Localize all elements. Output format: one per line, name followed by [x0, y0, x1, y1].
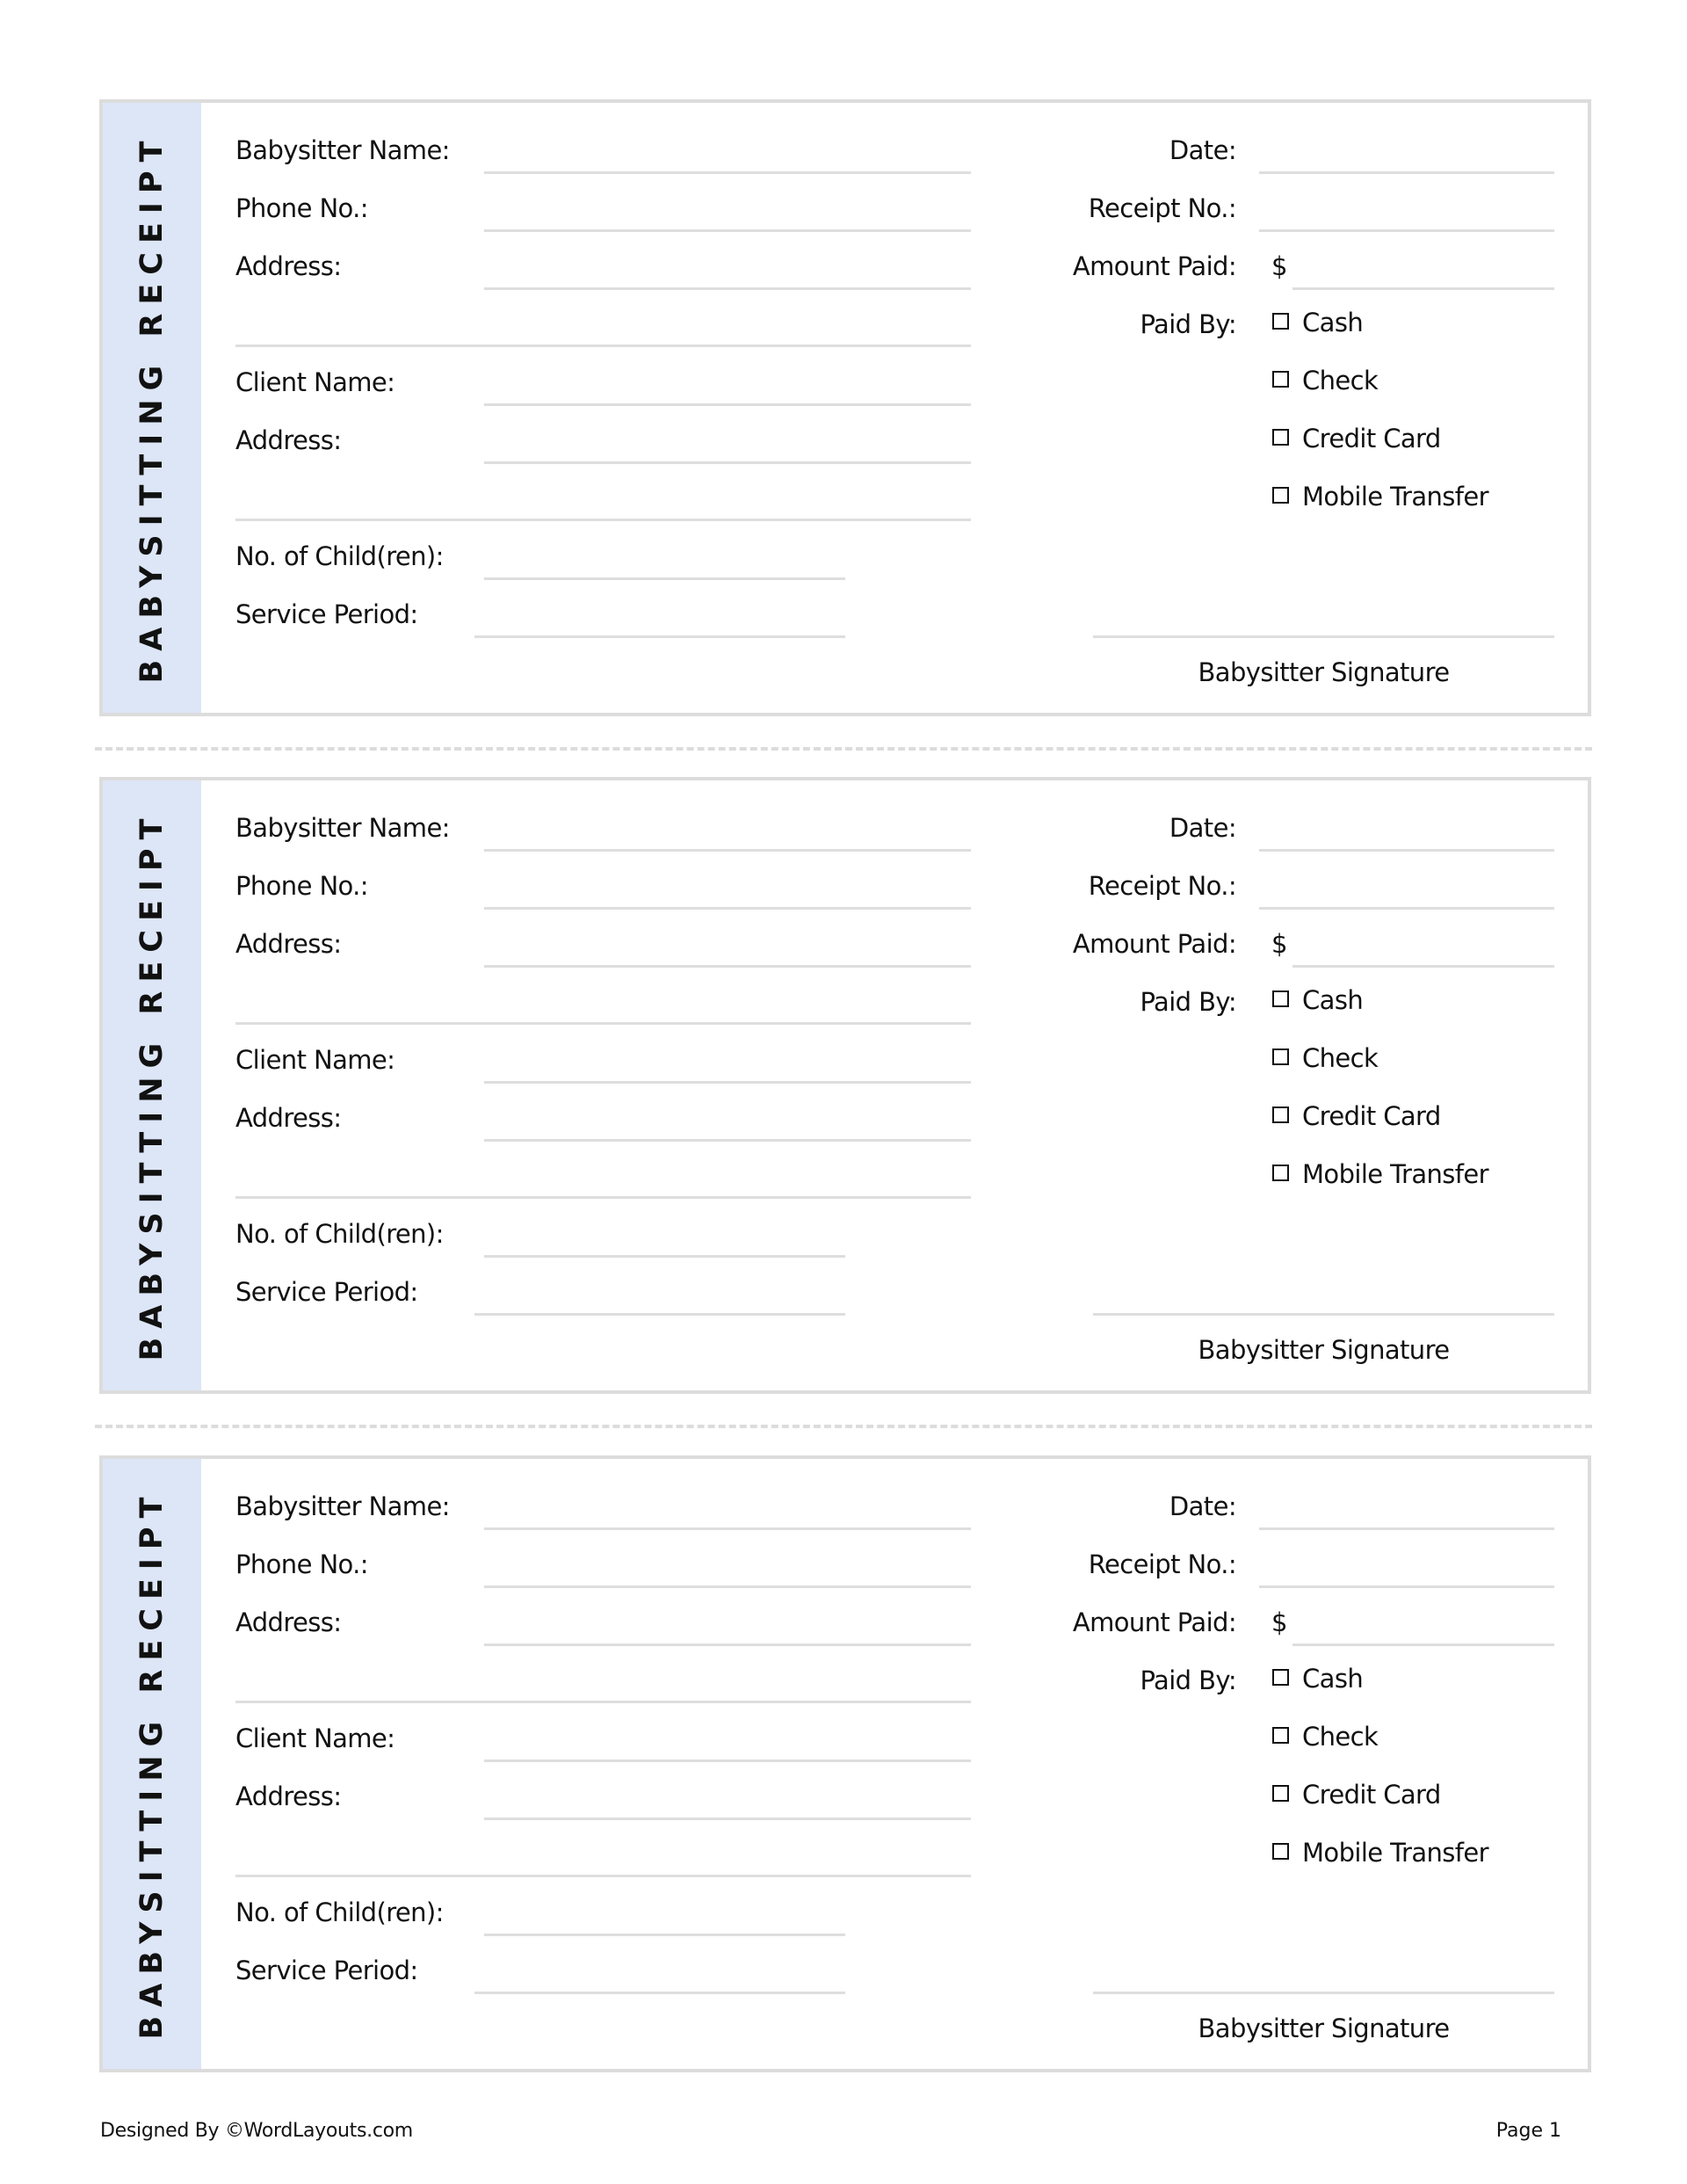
children-label: No. of Child(ren): — [235, 1219, 444, 1249]
checkbox-icon[interactable] — [1272, 1727, 1289, 1744]
babysitter-address-line2-rule — [235, 1701, 971, 1703]
date-field[interactable] — [1259, 1494, 1554, 1529]
paid-by-option-label: Mobile Transfer — [1302, 1159, 1488, 1189]
children-field[interactable] — [484, 544, 845, 579]
phone-field[interactable] — [484, 1552, 971, 1587]
client-address-line2-field[interactable] — [235, 1841, 971, 1876]
paid-by-option-label: Cash — [1302, 308, 1364, 337]
paid-by-label: Paid By: — [1140, 1665, 1236, 1695]
client-address-field[interactable] — [484, 428, 971, 463]
phone-rule — [484, 907, 971, 910]
signature-label: Babysitter Signature — [1198, 2013, 1450, 2043]
paid-by-label: Paid By: — [1140, 309, 1236, 339]
babysitter-name-field[interactable] — [484, 138, 971, 173]
signature-label: Babysitter Signature — [1198, 1335, 1450, 1365]
babysitter-address-field[interactable] — [484, 932, 971, 967]
phone-rule — [484, 229, 971, 232]
paid-by-option-label: Cash — [1302, 1664, 1364, 1694]
page-number: Page 1 — [1495, 2120, 1561, 2142]
client-address-label: Address: — [235, 1781, 342, 1811]
receipt-no-label: Receipt No.: — [1088, 193, 1236, 223]
children-rule — [484, 1934, 845, 1936]
footer-credit: Designed By ©WordLayouts.com — [100, 2120, 413, 2142]
signature-rule — [1093, 635, 1554, 638]
children-rule — [484, 577, 845, 580]
checkbox-icon[interactable] — [1272, 1048, 1289, 1065]
client-address-line2-field[interactable] — [235, 1163, 971, 1198]
service-period-field[interactable] — [474, 602, 845, 637]
client-address-line2-rule — [235, 1875, 971, 1877]
receipt-no-label: Receipt No.: — [1088, 1549, 1236, 1579]
babysitter-address-label: Address: — [235, 1607, 342, 1637]
service-period-field[interactable] — [474, 1280, 845, 1315]
client-address-rule — [484, 461, 971, 464]
client-name-rule — [484, 1081, 971, 1084]
receipt-sidebar — [103, 780, 201, 1390]
babysitter-address-field[interactable] — [484, 254, 971, 289]
service-period-rule — [474, 1992, 845, 1994]
babysitter-name-label: Babysitter Name: — [235, 1491, 450, 1521]
client-address-rule — [484, 1139, 971, 1142]
children-field[interactable] — [484, 1900, 845, 1935]
receipt-title: BABYSITTING RECEIPT — [134, 1488, 170, 2040]
children-rule — [484, 1255, 845, 1258]
babysitter-name-label: Babysitter Name: — [235, 135, 450, 165]
amount-paid-field[interactable] — [1292, 254, 1554, 289]
receipt-no-rule — [1259, 907, 1554, 910]
checkbox-icon[interactable] — [1272, 429, 1289, 446]
babysitter-address-line2-rule — [235, 345, 971, 347]
babysitter-name-rule — [484, 849, 971, 852]
amount-paid-rule — [1292, 965, 1554, 968]
amount-paid-rule — [1292, 1643, 1554, 1646]
service-period-rule — [474, 635, 845, 638]
phone-field[interactable] — [484, 874, 971, 909]
client-name-field[interactable] — [484, 370, 971, 405]
paid-by-label: Paid By: — [1140, 987, 1236, 1017]
checkbox-icon[interactable] — [1272, 1785, 1289, 1802]
babysitter-address-field[interactable] — [484, 1610, 971, 1645]
client-address-line2-field[interactable] — [235, 485, 971, 520]
receipt-no-label: Receipt No.: — [1088, 871, 1236, 901]
checkbox-icon[interactable] — [1272, 313, 1289, 330]
children-label: No. of Child(ren): — [235, 541, 444, 571]
babysitter-address-line2-rule — [235, 1022, 971, 1025]
date-label: Date: — [1169, 813, 1236, 843]
paid-by-option-label: Credit Card — [1302, 424, 1441, 453]
client-name-label: Client Name: — [235, 367, 395, 397]
checkbox-icon[interactable] — [1272, 1165, 1289, 1181]
service-period-field[interactable] — [474, 1958, 845, 1993]
receipt-title: BABYSITTING RECEIPT — [134, 132, 170, 684]
amount-paid-label: Amount Paid: — [1072, 929, 1236, 959]
service-period-rule — [474, 1313, 845, 1316]
paid-by-option-label: Credit Card — [1302, 1780, 1441, 1810]
phone-label: Phone No.: — [235, 1549, 368, 1579]
babysitting-receipt-1 — [99, 99, 1591, 716]
babysitter-name-rule — [484, 171, 971, 174]
receipt-no-rule — [1259, 229, 1554, 232]
receipt-no-rule — [1259, 1585, 1554, 1588]
paid-by-option-label: Check — [1302, 1722, 1379, 1752]
receipt-no-field[interactable] — [1259, 874, 1554, 909]
babysitter-address-rule — [484, 965, 971, 968]
client-name-field[interactable] — [484, 1048, 971, 1083]
date-label: Date: — [1169, 1491, 1236, 1521]
date-field[interactable] — [1259, 138, 1554, 173]
amount-paid-label: Amount Paid: — [1072, 1607, 1236, 1637]
checkbox-icon[interactable] — [1272, 371, 1289, 388]
babysitter-address-line2-field[interactable] — [235, 989, 971, 1024]
amount-paid-field[interactable] — [1292, 1610, 1554, 1645]
amount-paid-label: Amount Paid: — [1072, 251, 1236, 281]
paid-by-option-label: Check — [1302, 1043, 1379, 1073]
signature-field[interactable] — [1093, 1958, 1554, 1993]
client-address-label: Address: — [235, 425, 342, 455]
babysitting-receipt-3 — [99, 1455, 1591, 2072]
currency-symbol: $ — [1271, 251, 1288, 281]
receipt-title: BABYSITTING RECEIPT — [134, 809, 170, 1361]
paid-by-option-label: Mobile Transfer — [1302, 482, 1488, 512]
checkbox-icon[interactable] — [1272, 1843, 1289, 1860]
service-period-label: Service Period: — [235, 1955, 418, 1985]
client-address-rule — [484, 1818, 971, 1820]
service-period-label: Service Period: — [235, 599, 418, 629]
babysitter-address-line2-field[interactable] — [235, 1667, 971, 1702]
date-rule — [1259, 1527, 1554, 1530]
client-name-field[interactable] — [484, 1726, 971, 1761]
signature-label: Babysitter Signature — [1198, 657, 1450, 687]
cut-line-divider — [95, 747, 1592, 751]
checkbox-icon[interactable] — [1272, 487, 1289, 504]
babysitter-address-label: Address: — [235, 251, 342, 281]
signature-rule — [1093, 1313, 1554, 1316]
receipt-no-field[interactable] — [1259, 1552, 1554, 1587]
checkbox-icon[interactable] — [1272, 1669, 1289, 1686]
receipt-sidebar — [103, 1459, 201, 2069]
client-name-rule — [484, 403, 971, 406]
children-field[interactable] — [484, 1222, 845, 1257]
phone-rule — [484, 1585, 971, 1588]
date-label: Date: — [1169, 135, 1236, 165]
children-label: No. of Child(ren): — [235, 1897, 444, 1927]
client-name-rule — [484, 1760, 971, 1762]
babysitter-address-rule — [484, 1643, 971, 1646]
date-field[interactable] — [1259, 816, 1554, 851]
babysitter-name-label: Babysitter Name: — [235, 813, 450, 843]
paid-by-option-label: Mobile Transfer — [1302, 1838, 1488, 1868]
phone-label: Phone No.: — [235, 193, 368, 223]
babysitter-address-line2-field[interactable] — [235, 311, 971, 346]
phone-field[interactable] — [484, 196, 971, 231]
babysitter-name-field[interactable] — [484, 816, 971, 851]
signature-rule — [1093, 1992, 1554, 1994]
babysitting-receipt-2 — [99, 777, 1591, 1394]
cut-line-divider — [95, 1425, 1592, 1428]
checkbox-icon[interactable] — [1272, 1107, 1289, 1123]
paid-by-option-label: Cash — [1302, 985, 1364, 1015]
date-rule — [1259, 171, 1554, 174]
babysitter-name-field[interactable] — [484, 1494, 971, 1529]
amount-paid-field[interactable] — [1292, 932, 1554, 967]
client-name-label: Client Name: — [235, 1045, 395, 1075]
client-address-label: Address: — [235, 1103, 342, 1133]
signature-field[interactable] — [1093, 1280, 1554, 1315]
client-name-label: Client Name: — [235, 1723, 395, 1753]
currency-symbol: $ — [1271, 1607, 1288, 1637]
service-period-label: Service Period: — [235, 1277, 418, 1307]
paid-by-option-label: Check — [1302, 366, 1379, 395]
receipt-no-field[interactable] — [1259, 196, 1554, 231]
client-address-field[interactable] — [484, 1106, 971, 1141]
amount-paid-rule — [1292, 287, 1554, 290]
date-rule — [1259, 849, 1554, 852]
checkbox-icon[interactable] — [1272, 990, 1289, 1007]
babysitter-address-rule — [484, 287, 971, 290]
client-address-line2-rule — [235, 519, 971, 521]
client-address-field[interactable] — [484, 1784, 971, 1819]
receipt-sidebar — [103, 103, 201, 713]
phone-label: Phone No.: — [235, 871, 368, 901]
currency-symbol: $ — [1271, 929, 1288, 959]
signature-field[interactable] — [1093, 602, 1554, 637]
client-address-line2-rule — [235, 1196, 971, 1199]
babysitter-name-rule — [484, 1527, 971, 1530]
paid-by-option-label: Credit Card — [1302, 1101, 1441, 1131]
babysitter-address-label: Address: — [235, 929, 342, 959]
